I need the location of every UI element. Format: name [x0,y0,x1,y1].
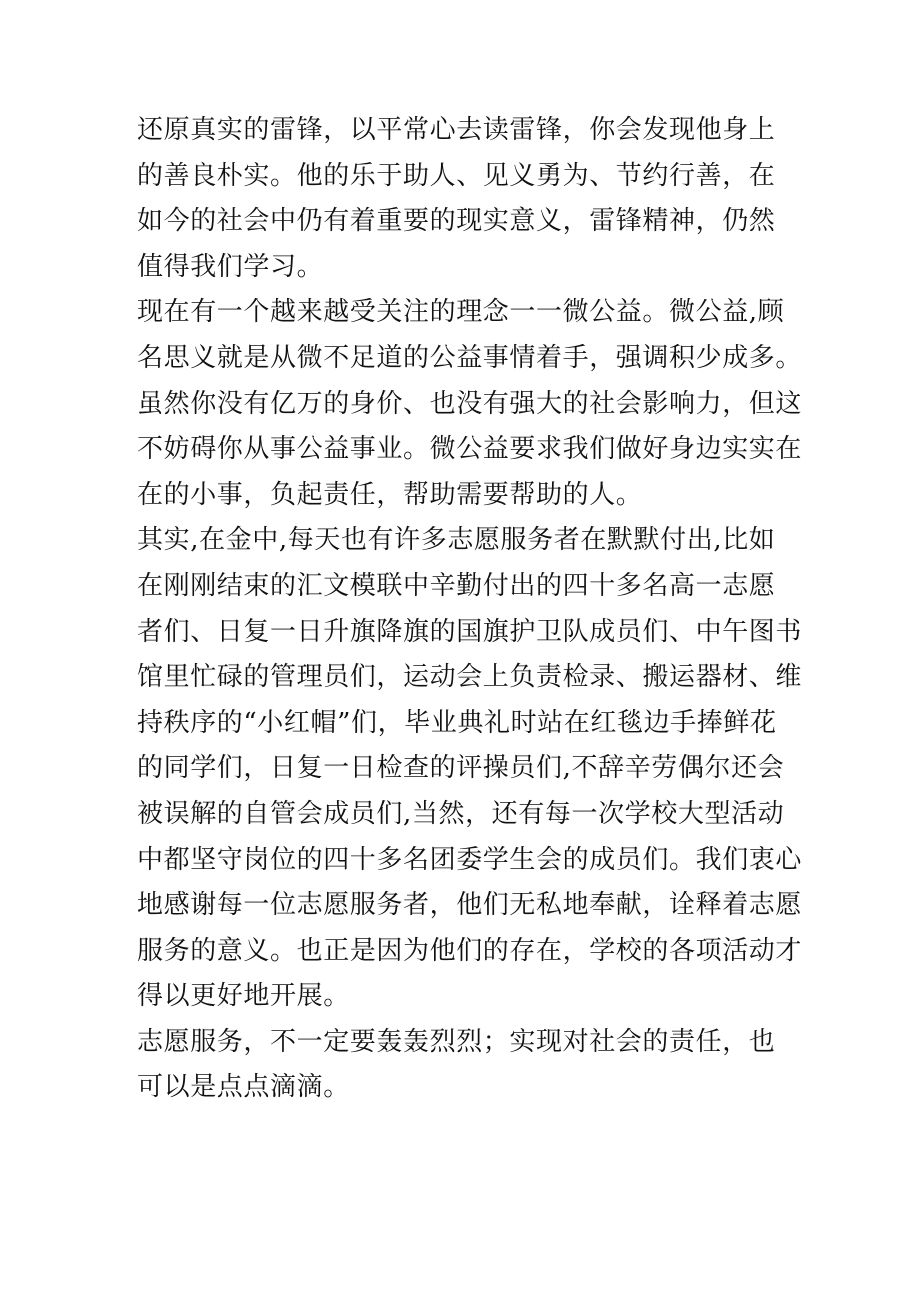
document-body [137,108,837,1111]
paragraph-micro-charity [137,290,837,518]
text-line: 的善良朴实。他的乐于助人、见义勇为、节约行善，在 [137,160,776,191]
text-line: 其实,在金中,每天也有许多志愿服务者在默默付出,比如 [137,525,776,556]
text-line: 在刚刚结束的汇文模联中辛勤付出的四十多名高一志愿 [137,570,776,601]
text-line: 中都坚守岗位的四十多名团委学生会的成员们。我们衷心 [137,844,803,875]
paragraph-conclusion [137,1020,837,1111]
paragraph-volunteers [137,518,837,1020]
text-line: 不妨碍你从事公益事业。微公益要求我们做好身边实实在 [137,434,803,465]
text-line: 如今的社会中仍有着重要的现实意义，雷锋精神，仍然 [137,206,776,237]
text-line: 可以是点点滴滴。 [137,1072,350,1103]
text-line: 在的小事，负起责任，帮助需要帮助的人。 [137,479,643,510]
text-line: 虽然你没有亿万的身价、也没有强大的社会影响力，但这 [137,388,803,419]
text-line: 现在有一个越来越受关注的理念一一微公益。微公益,顾 [137,297,785,328]
text-line: 服务的意义。也正是因为他们的存在，学校的各项活动才 [137,935,803,966]
text-line: 值得我们学习。 [137,251,324,282]
text-line: 被误解的自管会成员们,当然，还有每一次学校大型活动 [137,798,785,829]
text-line: 馆里忙碌的管理员们，运动会上负责检录、搬运器材、维 [137,662,803,693]
text-line: 者们、日复一日升旗降旗的国旗护卫队成员们、中午图书 [137,616,803,647]
text-line: 持秩序的“小红帽”们，毕业典礼时站在红毯边手捧鲜花 [137,707,777,738]
paragraph-lei-feng [137,108,837,290]
text-line: 得以更好地开展。 [137,981,350,1012]
text-line: 还原真实的雷锋，以平常心去读雷锋，你会发现他身上 [137,115,776,145]
text-line: 名思义就是从微不足道的公益事情着手，强调积少成多。 [137,342,803,373]
text-line: 地感谢每一位志愿服务者，他们无私地奉献，诠释着志愿 [137,890,803,921]
text-line: 的同学们，日复一日检查的评操员们,不辞辛劳偶尔还会 [137,753,785,784]
text-line: 志愿服务，不一定要轰轰烈烈；实现对社会的责任，也 [137,1026,776,1057]
